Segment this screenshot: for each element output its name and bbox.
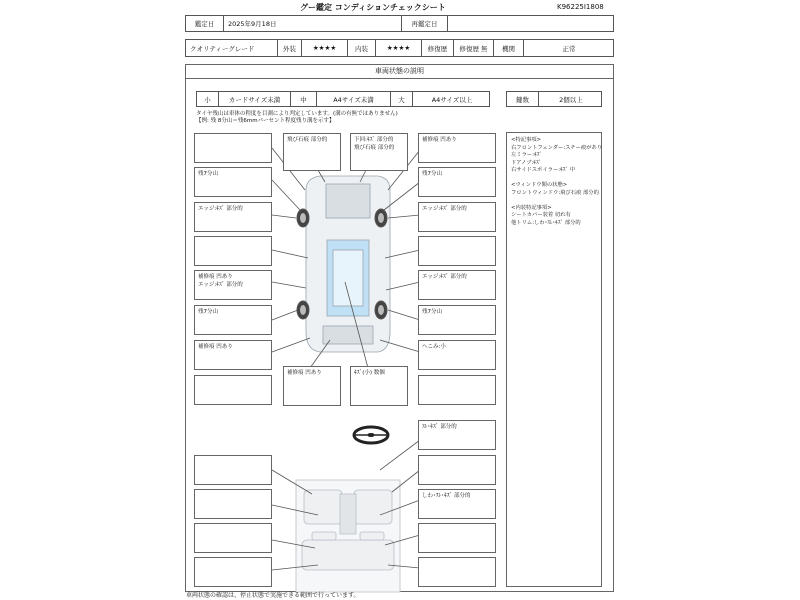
exterior-label: 外装 (278, 40, 302, 56)
interior-note-left-3 (194, 523, 272, 553)
engine-label: 機関 (494, 40, 524, 56)
damage-note-top-mid-2: 下回:ｷｽﾞ 部分的 飛び石痕 部分的 (350, 133, 408, 171)
damage-note-left-5: 補修痕 凹あり エッジ:ｷｽﾞ 部分的 (194, 270, 272, 300)
footer-note: 車両状態の確認は、停止状態で実施できる範囲で行っています。 (186, 592, 360, 599)
keys-value: 2個以上 (559, 95, 583, 104)
interior-note-right-1: ｽﾚ･ｷｽﾞ 部分的 (418, 420, 496, 450)
special-notes-list (511, 137, 602, 227)
interior-stars: ★★★★ (376, 40, 422, 56)
damage-note-left-1 (194, 133, 272, 163)
document-id: K96225I1808 (557, 3, 604, 11)
repair-history-label: 修復歴 (422, 40, 454, 56)
tire-notice-1: タイヤ残山は車体の程度を目測により判定しています。(溝の有無ではありません) (196, 111, 398, 117)
date-row (185, 15, 614, 32)
size-medium: 中 (291, 92, 317, 106)
size-large-desc: A4サイズ以上 (431, 95, 473, 104)
keys-label: 鍵数 (507, 92, 539, 106)
special-note-line: シートカバー装着 切れ有 (511, 212, 571, 218)
reappraisal-date-label: 再鑑定日 (402, 16, 448, 31)
sheet-title: グー鑑定 コンディションチェックシート (300, 3, 446, 12)
special-note-line: 他トリム:しわ･ｽﾚ･ｷｽﾞ 部分的 (511, 219, 581, 226)
special-note-line: 左ミラー:ｷｽﾞ (511, 152, 542, 158)
damage-note-right-2: 残7分山 (418, 167, 496, 197)
damage-note-bottom-mid-1: 補修痕 凹あり (283, 366, 341, 406)
engine-value: 正常 (562, 44, 576, 53)
interior-note-right-2 (418, 455, 496, 485)
special-note-line: <内装特記事項> (511, 204, 552, 211)
damage-note-left-6: 残7分山 (194, 305, 272, 335)
damage-note-left-2: 残7分山 (194, 167, 272, 197)
special-note-line: ドアノブ:ｷｽﾞ (511, 159, 542, 166)
special-note-line: 右サイドスポイラー:ｷｽﾞ 中 (511, 167, 575, 173)
interior-note-left-1 (194, 455, 272, 485)
appraisal-date-label: 鑑定日 (186, 16, 224, 31)
damage-note-right-6: 残7分山 (418, 305, 496, 335)
appraisal-date-value: 2025年9月18日 (224, 16, 402, 31)
keys-box (506, 91, 602, 107)
damage-note-left-3: エッジ:ｷｽﾞ 部分的 (194, 202, 272, 232)
damage-note-left-8 (194, 375, 272, 405)
damage-note-bottom-mid-2: ｷｽﾞ(小) 数個 (350, 366, 408, 406)
special-note-line: <ウィンドウ類の状態> (511, 182, 568, 188)
repair-history-value: 修復歴 無 (454, 40, 494, 56)
special-note-line: <特記事項> (511, 137, 542, 143)
damage-note-right-1: 補修痕 凹あり (418, 133, 496, 163)
quality-grade-label: クオリティーグレード (186, 40, 278, 56)
size-small: 小 (197, 92, 219, 106)
section-title-bar (185, 64, 614, 79)
reappraisal-date-value (448, 16, 614, 31)
damage-note-right-5: エッジ:ｷｽﾞ 部分的 (418, 270, 496, 300)
exterior-stars: ★★★★ (302, 40, 348, 56)
special-note-line (511, 197, 602, 205)
size-legend (196, 91, 490, 107)
damage-note-left-4 (194, 236, 272, 266)
interior-note-right-3: しわ･ｽﾚ･ｷｽﾞ 部分的 (418, 489, 496, 519)
interior-note-right-5 (418, 557, 496, 587)
damage-note-right-3: エッジ:ｷｽﾞ 部分的 (418, 202, 496, 232)
special-note-line: フロントウィンドウ:飛び石痕 部分的 (511, 189, 599, 196)
tire-notice-2: 【例: 残 8分山＝残6mmバーセント程度残り溝を示す】 (196, 118, 335, 124)
grade-row (185, 39, 614, 57)
interior-note-left-2 (194, 489, 272, 519)
interior-note-left-4 (194, 557, 272, 587)
section-title: 車両状態の説明 (375, 67, 424, 75)
damage-note-right-7: へこみ:小 (418, 340, 496, 370)
special-note-line (511, 175, 602, 183)
special-note-line: 右フロントフェンダー:スチー痕があり (511, 144, 603, 151)
interior-label: 内装 (348, 40, 376, 56)
size-large: 大 (391, 92, 413, 106)
special-notes-panel (506, 132, 602, 587)
size-medium-desc: A4サイズ未満 (317, 92, 391, 106)
damage-note-right-8 (418, 375, 496, 405)
interior-note-right-4 (418, 523, 496, 553)
damage-note-top-mid-1: 飛び石痕 部分的 (283, 133, 341, 171)
damage-note-right-4 (418, 236, 496, 266)
size-small-desc: カードサイズ未満 (219, 92, 291, 106)
damage-note-left-7: 補修痕 凹あり (194, 340, 272, 370)
